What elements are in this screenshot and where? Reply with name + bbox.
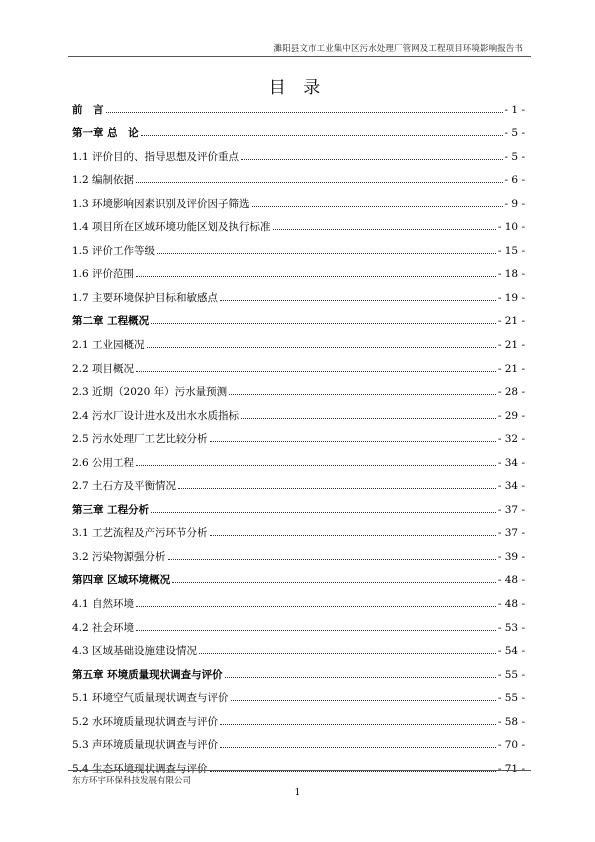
toc-entry-page: - 71 - [497,762,525,775]
toc-entry-page: - 39 - [497,550,525,563]
toc-entry-label: 1.6 评价范围 [72,268,135,281]
toc-dot-leader [106,112,503,113]
toc-entry-page: - 28 - [497,386,525,399]
toc-dot-leader [172,582,496,583]
toc-entry-label: 5.2 水环境质量现状调查与评价 [72,715,219,728]
toc-entry-label: 5.4 生态环境现状调查与评价 [72,762,208,775]
toc-entry-label: 2.1 工业园概况 [72,339,145,352]
toc-section-entry[interactable] [72,610,525,634]
toc-section-entry[interactable] [72,210,525,234]
toc-entry-label: 1.2 编制依据 [72,174,135,187]
toc-entry-page: - 54 - [497,645,525,658]
toc-dot-leader [136,276,496,277]
toc-section-entry[interactable] [72,186,525,210]
toc-dot-leader [199,653,496,654]
toc-entry-page: - 19 - [497,291,525,304]
toc-section-entry[interactable] [72,469,525,493]
toc-entry-label: 5.1 环境空气质量现状调查与评价 [72,692,229,705]
toc-chapter-entry[interactable] [72,92,525,116]
toc-entry-page: - 48 - [497,574,525,587]
toc-section-entry[interactable] [72,375,525,399]
toc-section-entry[interactable] [72,751,525,775]
toc-entry-page: - 29 - [497,409,525,422]
toc-entry-page: - 1 - [504,103,525,116]
toc-section-entry[interactable] [72,445,525,469]
toc-section-entry[interactable] [72,681,525,705]
toc-entry-page: - 58 - [497,715,525,728]
toc-chapter-entry[interactable] [72,657,525,681]
toc-dot-leader [136,371,496,372]
toc-entry-page: - 10 - [497,221,525,234]
toc-entry-label: 4.2 社会环境 [72,621,135,634]
toc-entry-label: 1.3 环境影响因素识别及评价因子筛选 [72,197,250,210]
toc-entry-label: 2.2 项目概况 [72,362,135,375]
header-divider [68,56,531,57]
toc-entry-label: 2.6 公用工程 [72,456,135,469]
toc-entry-label: 2.4 污水厂设计进水及出水水质指标 [72,409,240,422]
toc-entry-label: 4.1 自然环境 [72,598,135,611]
toc-section-entry[interactable] [72,634,525,658]
toc-dot-leader [147,347,496,348]
toc-section-entry[interactable] [72,539,525,563]
toc-entry-page: - 18 - [497,268,525,281]
toc-chapter-entry[interactable] [72,563,525,587]
toc-dot-leader [210,771,496,772]
toc-entry-page: - 53 - [497,621,525,634]
table-of-contents [72,92,525,775]
toc-entry-page: - 6 - [504,174,525,187]
toc-section-entry[interactable] [72,327,525,351]
toc-entry-page: - 55 - [497,692,525,705]
page-number: 1 [294,788,301,798]
toc-section-entry[interactable] [72,704,525,728]
toc-entry-page: - 5 - [504,150,525,163]
toc-dot-leader [229,394,496,395]
toc-dot-leader [136,630,496,631]
toc-entry-label: 第三章 工程分析 [72,503,150,516]
toc-entry-page: - 21 - [497,362,525,375]
toc-section-entry[interactable] [72,586,525,610]
toc-entry-page: - 37 - [497,503,525,516]
toc-dot-leader [231,700,496,701]
toc-dot-leader [141,135,503,136]
toc-entry-page: - 37 - [497,527,525,540]
toc-entry-label: 2.3 近期（2020 年）污水量预测 [72,386,228,399]
toc-dot-leader [151,323,496,324]
toc-entry-page: - 55 - [497,668,525,681]
toc-entry-label: 1.4 项目所在区域环境功能区划及执行标准 [72,221,271,234]
toc-chapter-entry[interactable] [72,304,525,328]
toc-entry-page: - 70 - [497,739,525,752]
toc-dot-leader [136,606,496,607]
toc-section-entry[interactable] [72,351,525,375]
toc-dot-leader [220,747,496,748]
toc-dot-leader [210,535,496,536]
toc-chapter-entry[interactable] [72,492,525,516]
toc-dot-leader [151,512,496,513]
toc-dot-leader [273,229,496,230]
toc-entry-label: 第四章 区域环境概况 [72,574,171,587]
toc-section-entry[interactable] [72,398,525,422]
toc-entry-label: 2.7 土石方及平衡情况 [72,480,177,493]
toc-entry-page: - 48 - [497,598,525,611]
toc-entry-page: - 15 - [497,244,525,257]
toc-entry-page: - 34 - [497,480,525,493]
running-header-title: 濉阳县文市工业集中区污水处理厂管网及工程项目环境影响报告书 [273,44,523,54]
toc-dot-leader [220,724,496,725]
toc-dot-leader [168,559,496,560]
toc-dot-leader [225,677,496,678]
toc-entry-label: 1.1 评价目的、指导思想及评价重点 [72,150,240,163]
toc-section-entry[interactable] [72,139,525,163]
toc-dot-leader [241,159,503,160]
toc-entry-page: - 5 - [504,127,525,140]
toc-entry-label: 第二章 工程概况 [72,315,150,328]
toc-entry-label: 1.5 评价工作等级 [72,244,156,257]
page-title: 目 录 [268,78,327,98]
toc-entry-label: 第五章 环境质量现状调查与评价 [72,668,223,681]
toc-section-entry[interactable] [72,728,525,752]
toc-entry-page: - 21 - [497,315,525,328]
toc-section-entry[interactable] [72,257,525,281]
footer-divider [68,770,531,771]
toc-dot-leader [136,182,503,183]
toc-section-entry[interactable] [72,516,525,540]
toc-dot-leader [157,253,496,254]
toc-dot-leader [178,488,496,489]
toc-entry-label: 3.1 工艺流程及产污环节分析 [72,527,208,540]
footer-company: 东方环宇环保科技发展有限公司 [72,776,192,786]
toc-entry-label: 4.3 区域基础设施建设情况 [72,645,198,658]
toc-entry-label: 第一章 总 论 [72,127,139,140]
toc-dot-leader [241,418,496,419]
toc-entry-label: 2.5 污水处理厂工艺比较分析 [72,433,208,446]
toc-entry-page: - 34 - [497,456,525,469]
toc-entry-page: - 9 - [504,197,525,210]
toc-entry-label: 5.3 声环境质量现状调查与评价 [72,739,219,752]
toc-entry-page: - 32 - [497,433,525,446]
toc-section-entry[interactable] [72,233,525,257]
toc-entry-label: 3.2 污染物源强分析 [72,550,166,563]
toc-section-entry[interactable] [72,163,525,187]
toc-dot-leader [220,300,496,301]
toc-entry-label: 1.7 主要环境保护目标和敏感点 [72,291,219,304]
toc-section-entry[interactable] [72,280,525,304]
toc-dot-leader [252,206,503,207]
toc-chapter-entry[interactable] [72,116,525,140]
toc-entry-page: - 21 - [497,339,525,352]
toc-dot-leader [210,441,496,442]
toc-dot-leader [136,465,496,466]
toc-entry-label: 前 言 [72,103,104,116]
toc-section-entry[interactable] [72,422,525,446]
